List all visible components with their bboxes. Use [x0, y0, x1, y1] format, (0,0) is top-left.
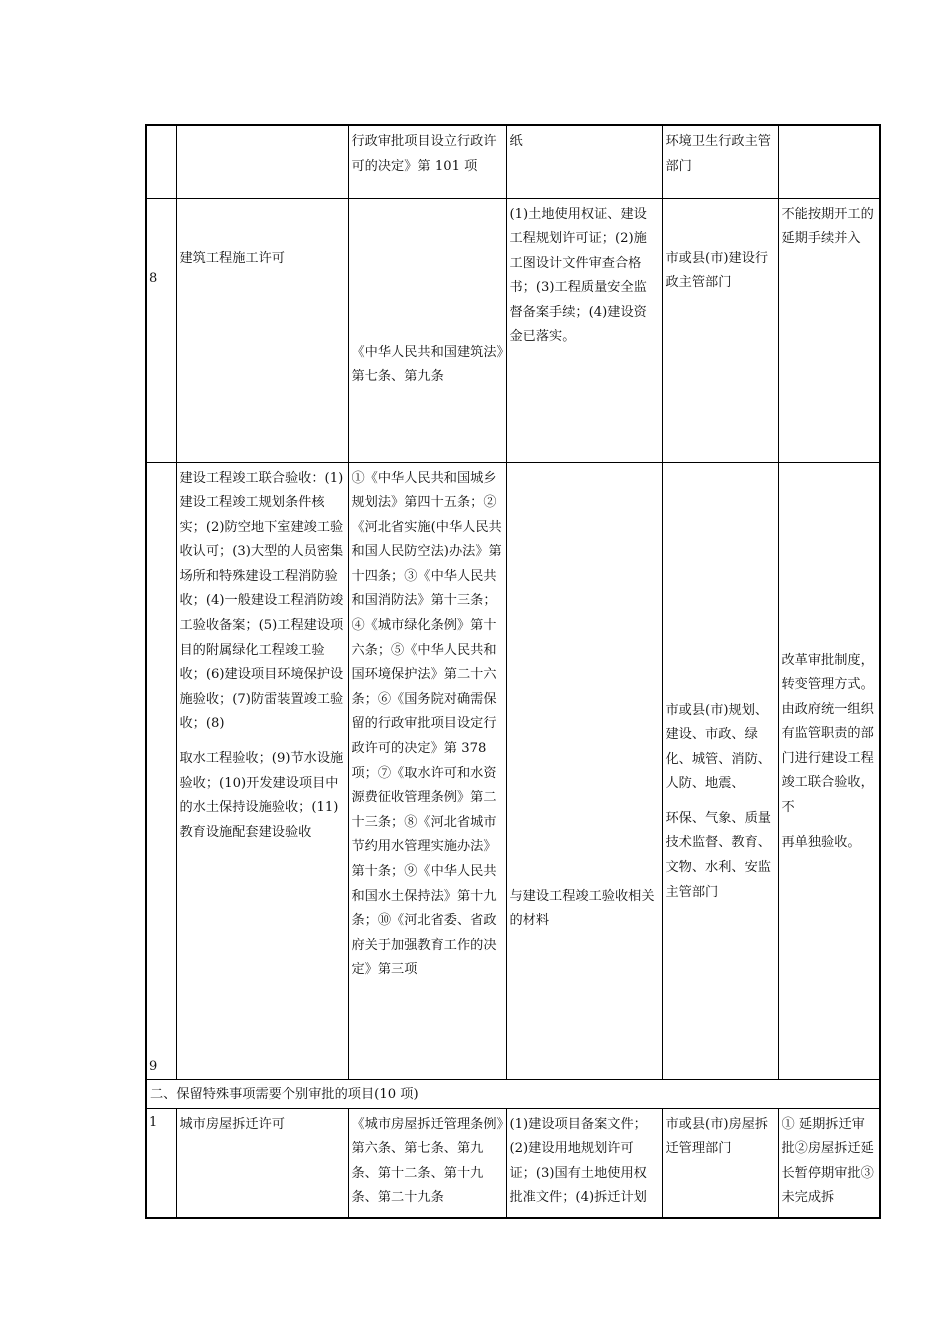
section-title: 二、保留特殊事项需要个别审批的项目(10 项)	[146, 1079, 880, 1108]
approving-department	[662, 462, 778, 1079]
row-number: 8	[146, 198, 176, 462]
legal-basis: 行政审批项目设立行政许可的决定》第 101 项	[348, 125, 506, 198]
item-name	[176, 462, 348, 1079]
table-row	[146, 125, 880, 198]
item-name: 建筑工程施工许可	[176, 198, 348, 462]
legal-basis: 《城市房屋拆迁管理条例》第六条、第七条、第九条、第十二条、第十九条、第二十九条	[348, 1108, 506, 1218]
approving-department: 市或县(市)房屋拆迁管理部门	[662, 1108, 778, 1218]
table-row	[146, 462, 880, 1079]
remarks-part: 再单独验收。	[781, 834, 861, 850]
approving-department: 环境卫生行政主管部门	[662, 125, 778, 198]
required-materials: 纸	[506, 125, 662, 198]
item-name: 城市房屋拆迁许可	[176, 1108, 348, 1218]
remarks: ① 延期拆迁审批②房屋拆迁延长暂停期审批③未完成拆	[778, 1108, 880, 1218]
row-number: 1	[146, 1108, 176, 1218]
department-part: 市或县(市)规划、建设、市政、绿化、城管、消防、人防、地震、	[665, 702, 771, 792]
legal-basis: ①《中华人民共和国城乡规划法》第四十五条；②《河北省实施(中华人民共和国人民防空法)办法》第十四条；③《中华人民共和国消防法》第十三条；④《城市绿化条例》第十六条；⑤《中华人民共和国环境保护法》第二十六条；⑥《国务院对确需保留的行政审批项目设定行政许可的决定》第 378 项；⑦《取水许可和水资源费征收管理条例》第二十三条；⑧《河北省城市节约用水管理实施办法》第十条；⑨《中华人民共和国水土保持法》第十九条；⑩《河北省委、省政府关于加强教育工作的决定》第三项	[348, 462, 506, 1079]
row-number	[146, 125, 176, 198]
table-row	[146, 1108, 880, 1218]
department-part: 环保、气象、质量技术监督、教育、文物、水利、安监主管部门	[665, 810, 771, 900]
row-number: 9	[146, 462, 176, 1079]
section-header-row	[146, 1079, 880, 1108]
table-row	[146, 198, 880, 462]
required-materials: (1)建设项目备案文件；(2)建设用地规划许可证；(3)国有土地使用权批准文件；(4)拆迁计划	[506, 1108, 662, 1218]
item-name-part: 建设工程竣工联合验收：(1)建设工程竣工规划条件核实；(2)防空地下室建竣工验收认可；(3)大型的人员密集场所和特殊建设工程消防验收；(4)一般建设工程消防竣工验收备案；(5)工程建设项目的附属绿化工程竣工验收；(6)建设项目环境保护设施验收；(7)防雷装置竣工验收；(8)	[179, 470, 344, 732]
item-name	[176, 125, 348, 198]
approval-items-table	[145, 124, 881, 1219]
item-name-part: 取水工程验收；(9)节水设施验收；(10)开发建设项目中的水土保持设施验收；(11)教育设施配套建设验收	[179, 751, 344, 840]
remarks	[778, 462, 880, 1079]
remarks	[778, 125, 880, 198]
remarks-part: 改革审批制度，转变管理方式。由政府统一组织有监管职责的部门进行建设工程竣工联合验收，不	[781, 652, 874, 816]
remarks: 不能按期开工的延期手续并入	[778, 198, 880, 462]
approving-department: 市或县(市)建设行政主管部门	[662, 198, 778, 462]
legal-basis: 《中华人民共和国建筑法》第七条、第九条	[348, 198, 506, 462]
required-materials: (1)土地使用权证、建设工程规划许可证；(2)施工图设计文件审查合格书；(3)工程质量安全监督备案手续；(4)建设资金已落实。	[506, 198, 662, 462]
required-materials: 与建设工程竣工验收相关的材料	[506, 462, 662, 1079]
